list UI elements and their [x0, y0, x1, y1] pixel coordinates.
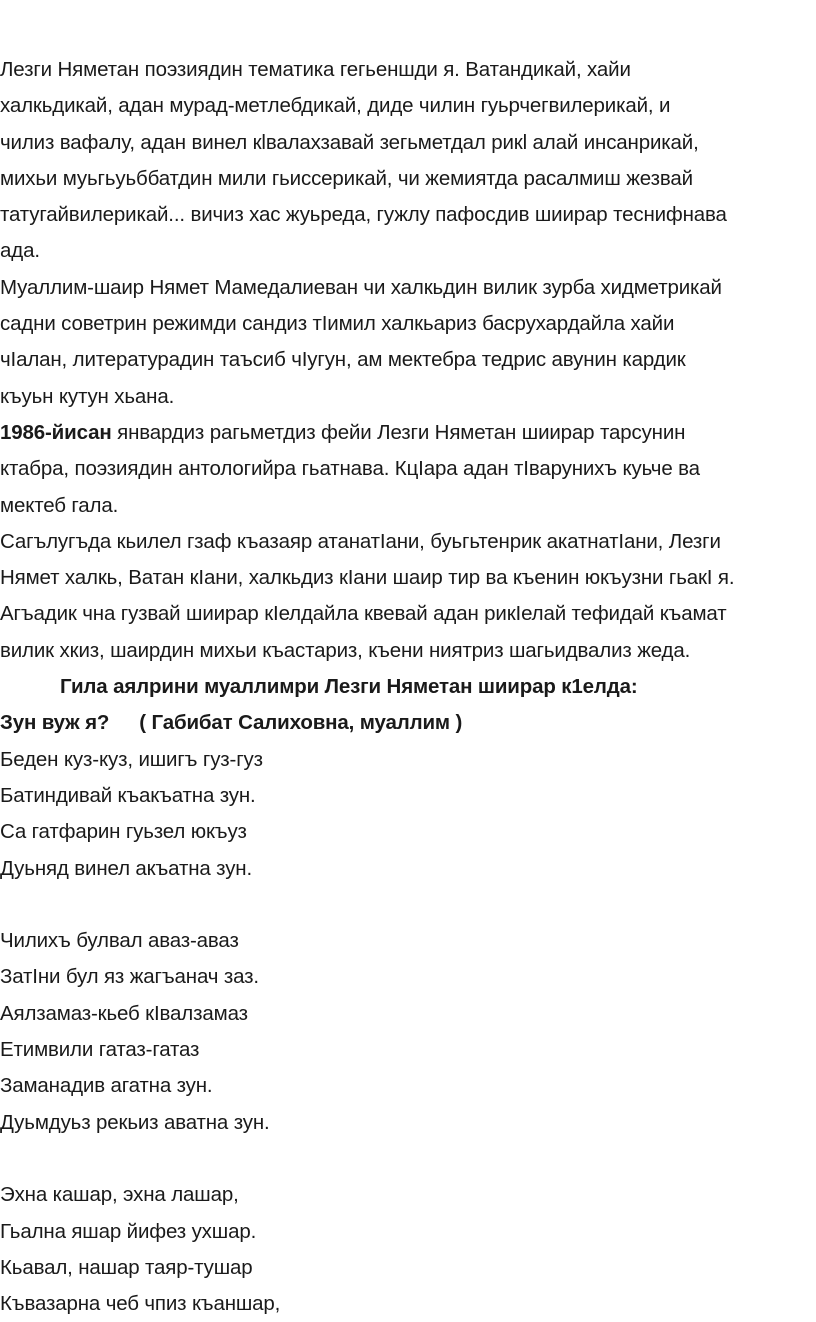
- poem-line: Аялзамаз-кьеб кIвалзамаз: [0, 1001, 248, 1025]
- poem-line: Батиндивай къакъатна зун.: [0, 783, 256, 807]
- poem-line: Етимвили гатаз-гатаз: [0, 1038, 200, 1062]
- intro-paragraph: [0, 52, 816, 270]
- text-line: мектеб гала.: [0, 493, 119, 517]
- poem-title-line: [0, 705, 816, 741]
- stanza-spacer: [0, 887, 816, 923]
- text-line: Агъадик чна гузвай шиирар кIелдайла квевай адан рикIелай тефидай къамат: [0, 602, 727, 626]
- poem-line: Эхна кашар, эхна лашар,: [0, 1183, 239, 1207]
- text-fragment: январдиз рагьметдиз фейи Лезги Няметан шиирар тарсунин: [111, 420, 686, 444]
- text-line: Нямет халкь, Ватан кIани, халкьдиз кIани шаир тир ва къенин юкъузни гьакI я.: [0, 566, 735, 590]
- poem-stanza-2: [0, 923, 816, 1141]
- glory-paragraph: [0, 524, 816, 669]
- text-line: Лезги Няметан поэзиядин тематика гегьеншди я. Ватандикай, хайи: [0, 58, 631, 81]
- section-heading: Гила аялрини муаллимри Лезги Няметан шиирар к1елда:: [60, 675, 638, 699]
- poem-line: Дуьняд винел акъатна зун.: [0, 856, 253, 880]
- text-line: къуьн кутун хьана.: [0, 384, 175, 408]
- poem-line: ЗатIни бул яз жагъанач заз.: [0, 965, 259, 989]
- text-line: ада.: [0, 239, 40, 263]
- text-line: Сагълугъда кьилел гзаф къазаяр атанатIани, буьгьтенрик акатнатIани, Лезги: [0, 529, 721, 553]
- text-line: чилиз вафалу, адан винел кlвалахзавай зегьметдал рикl алай инсанрикай,: [0, 130, 699, 154]
- poem-line: Дуьмдуьз рекьиз аватна зун.: [0, 1110, 270, 1134]
- poem-line: Беден куз-куз, ишигъ гуз-гуз: [0, 747, 263, 771]
- poem-stanza-1: [0, 742, 816, 887]
- poem-line: Са гатфарин гуьзел юкъуз: [0, 820, 247, 844]
- text-line: ктабра, поэзиядин антологийра гьатнава. КцIара адан тIварунихъ куьче ва: [0, 457, 700, 481]
- poem-stanza-3: [0, 1177, 816, 1322]
- poem-title: Зун вуж я?: [0, 711, 110, 735]
- text-line: [0, 415, 816, 451]
- text-line: халкьдикай, адан мурад-метлебдикай, диде чилин гуьрчегвилерикай, и: [0, 94, 671, 118]
- text-line: татугайвилерикай... вичиз хас жуьреда, гужлу пафосдив шиирар теснифнава: [0, 203, 727, 227]
- poem-line: Чилихъ булвал аваз-аваз: [0, 929, 239, 953]
- poem-line: Гьална яшар йифез ухшар.: [0, 1219, 257, 1243]
- text-line: вилик хкиз, шаирдин михьи къастариз, къени ниятриз шагьидвализ жеда.: [0, 638, 691, 662]
- poem-author: ( Габибат Салиховна, муаллим ): [139, 711, 463, 735]
- poem-line: Кьавал, нашар таяр-тушар: [0, 1255, 253, 1279]
- teacher-paragraph: [0, 270, 816, 415]
- poem-line: Заманадив агатна зун.: [0, 1074, 213, 1098]
- stanza-spacer: [0, 1141, 816, 1177]
- document-page: [0, 52, 816, 1322]
- year-highlight: 1986-йисан: [0, 420, 112, 444]
- poem-line: Къвазарна чеб чпиз къаншар,: [0, 1292, 281, 1316]
- text-line: садни советрин режимди сандиз тIимил халкьариз басрухардайла хайи: [0, 312, 675, 336]
- text-line: чIалан, литературадин таъсиб чIугун, ам мектебра тедрис авунин кардик: [0, 348, 686, 372]
- text-line: Муаллим-шаир Нямет Мамедалиеван чи халкьдин вилик зурба хидметрикай: [0, 275, 722, 299]
- year-paragraph: [0, 415, 816, 524]
- text-line: михьи муьгьуьббатдин мили гьиссерикай, чи жемиятда расалмиш жезвай: [0, 166, 693, 190]
